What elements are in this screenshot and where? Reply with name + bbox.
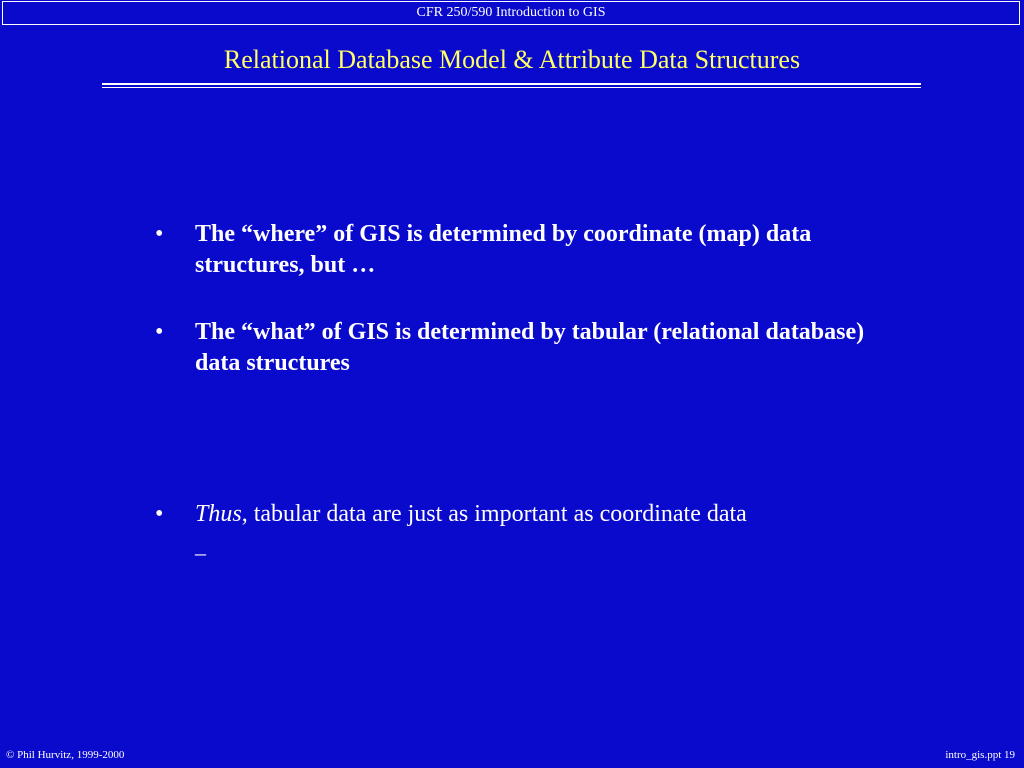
bullet-text: The “where” of GIS is determined by coordinate (map) data structures, but … [195,221,812,278]
bullet-item-what [155,317,875,379]
trailing-dash: – [195,540,206,565]
bullet-item-thus [155,499,875,530]
bullet-text-container [195,499,875,530]
bullet-emphasis: Thus [195,501,242,527]
slide-title: Relational Database Model & Attribute Data Structures [223,45,801,74]
bullet-marker: • [155,221,164,247]
bullet-text: The “what” of GIS is determined by tabular (relational database) data structures [195,319,865,376]
course-title: CFR 250/590 Introduction to GIS [416,5,606,20]
footer-copyright: © Phil Hurvitz, 1999-2000 [6,749,125,761]
bullet-marker: • [155,501,164,527]
bullet-marker: • [155,319,164,345]
course-header [2,1,1020,25]
bullet-item-where [155,219,875,281]
footer-file-page: intro_gis.ppt 19 [945,749,1015,761]
title-divider [102,83,921,88]
bullet-text: , tabular data are just as important as coordinate data [241,501,747,527]
